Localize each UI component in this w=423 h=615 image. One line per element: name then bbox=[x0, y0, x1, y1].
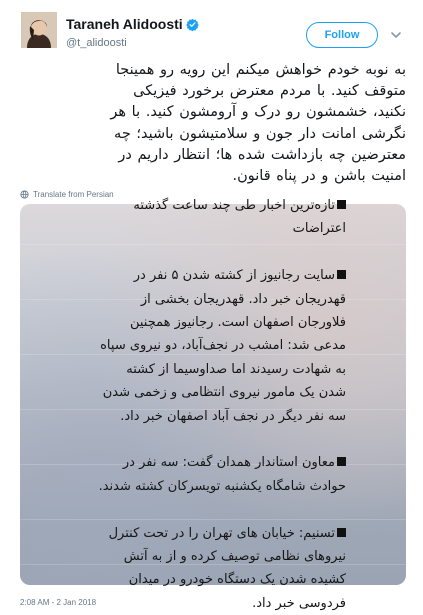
translate-label: Translate from Persian bbox=[33, 190, 114, 199]
tweet-header bbox=[0, 0, 423, 58]
media-text bbox=[50, 198, 346, 615]
tweet-timestamp[interactable]: 2:08 AM - 2 Jan 2018 bbox=[20, 598, 97, 607]
tweet-line: نکنید، خشمشون رو درک و آرومشون کنید. با هر bbox=[110, 104, 406, 121]
bullet-square-icon bbox=[337, 200, 346, 209]
media-line: معاون استاندار همدان گفت: سه نفر در bbox=[122, 455, 335, 471]
avatar[interactable] bbox=[21, 12, 57, 48]
follow-button[interactable]: Follow bbox=[306, 22, 378, 48]
media-line: فلاورجان اصفهان است. رجانیوز همچنین bbox=[129, 315, 346, 331]
display-name[interactable]: Taraneh Alidoosti bbox=[66, 16, 183, 32]
media-line: مدعی شد: امشب در نجف‌آباد، دو نیروی سپاه bbox=[100, 338, 346, 354]
globe-icon bbox=[20, 190, 29, 199]
media-line: کشیده شدن یک دستگاه خودرو در میدان bbox=[128, 572, 346, 588]
tweet-line: نگرشی امانت دار جون و سلامتیشون باشید؛ چه bbox=[114, 125, 406, 142]
verified-badge-icon bbox=[186, 16, 199, 35]
media-line: به شهادت رسیدند اما صداوسیما از کشته bbox=[126, 361, 346, 377]
media-line: تازه‌ترین اخبار طی چند ساعت گذشته bbox=[133, 198, 335, 213]
chevron-down-icon[interactable] bbox=[390, 26, 402, 45]
user-handle[interactable]: @t_alidoosti bbox=[66, 37, 127, 49]
tweet-line: معترضین چه بازداشت شده ها؛ انتظار داریم در bbox=[118, 146, 406, 163]
media-line: شدن یک مامور نیروی انتظامی و زخمی شدن bbox=[102, 385, 346, 401]
media-line: نیروهای نظامی توصیف کرده و از به آتش bbox=[123, 549, 346, 565]
media-line: حوادث شامگاه یکشنبه تویسرکان کشته شدند. bbox=[98, 478, 346, 494]
bullet-square-icon bbox=[337, 457, 346, 466]
tweet-body bbox=[20, 60, 406, 187]
tweet-line: امنیت باشن و در پناه قانون. bbox=[232, 168, 406, 185]
media-line: سایت رجانیوز از کشته شدن ۵ نفر در bbox=[133, 268, 335, 284]
media-line: سه نفر دیگر در نجف آباد اصفهان خبر داد. bbox=[120, 408, 346, 424]
media-line: اعتراضات bbox=[292, 221, 346, 237]
media-line: فردوسی خبر داد. bbox=[252, 595, 346, 611]
bullet-square-icon bbox=[337, 270, 346, 279]
tweet-line: به نوبه خودم خواهش میکنم این رویه رو همینجا bbox=[115, 62, 406, 78]
user-info bbox=[66, 14, 199, 49]
bullet-square-icon bbox=[337, 528, 346, 537]
media-line: تسنیم: خیابان های تهران را در تحت کنترل bbox=[108, 525, 335, 541]
tweet-line: متوقف کنید. با مردم معترض برخورد فیزیکی bbox=[133, 83, 406, 100]
media-line: قهدریجان خبر داد. قهدریجان بخشی از bbox=[140, 291, 346, 307]
